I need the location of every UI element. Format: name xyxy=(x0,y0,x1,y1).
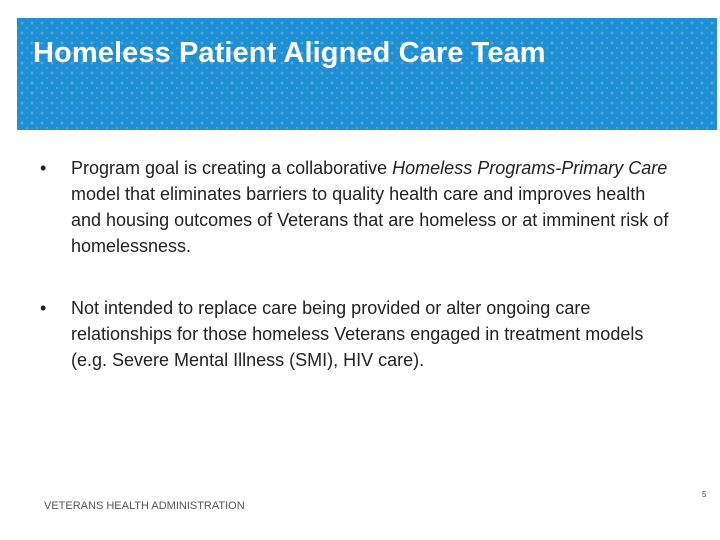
bullet-program-goal xyxy=(40,155,680,259)
bullet-marker: • xyxy=(40,298,47,318)
page-number: 5 xyxy=(702,490,707,499)
slide-title: Homeless Patient Aligned Care Team xyxy=(33,37,546,69)
bullet-list xyxy=(40,155,680,373)
bullet-not-intended xyxy=(40,295,680,373)
bullet-text-emphasis: Homeless Programs-Primary Care xyxy=(392,158,668,178)
bullet-text: Not intended to replace care being provided or alter ongoing care relationships for those homeless Veterans engaged in treatment models (e.g. Severe Mental Illness (SMI), HIV care). xyxy=(71,298,644,370)
bullet-text-start: Program goal is creating a collaborative xyxy=(71,158,393,178)
bullet-text-end: model that eliminates barriers to quality health care and improves health and housing outcomes of Veterans that are homeless or at imminent risk of homelessness. xyxy=(71,184,669,256)
footer-organization: VETERANS HEALTH ADMINISTRATION xyxy=(44,500,245,512)
bullet-marker: • xyxy=(40,158,47,178)
title-banner xyxy=(17,18,717,130)
